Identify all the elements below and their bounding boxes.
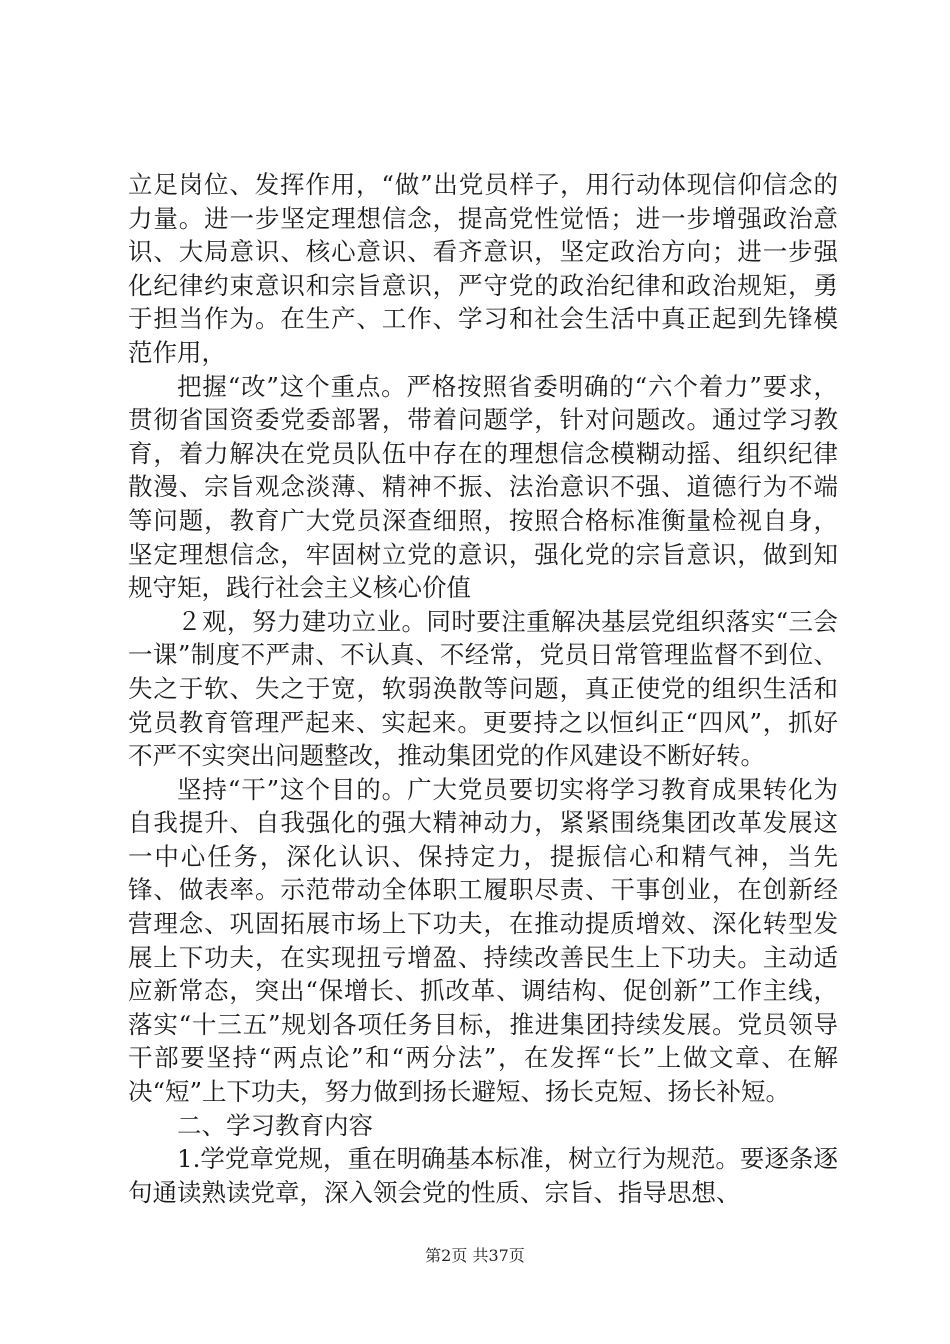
page-number-footer: 第2页 共37页 — [425, 1246, 525, 1265]
document-body — [128, 168, 838, 1209]
paragraph-4: 坚持“干”这个目的。广大党员要切实将学习教育成果转化为自我提升、自我强化的强大精神动力，紧紧围绕集团改革发展这一中心任务，深化认识、保持定力，提振信心和精气神，当先锋、做表率。示范带动全体职工履职尽责、干事创业，在创新经营理念、巩固拓展市场上下功夫，在推动提质增效、深化转型发展上下功夫，在实现扭亏增盈、持续改善民生上下功夫。主动适应新常态，突出“保增长、抓改革、调结构、促创新”工作主线，落实“十三五”规划各项任务目标，推进集团持续发展。党员领导干部要坚持“两点论”和“两分法”，在发挥“长”上做文章、在解决“短”上下功夫，努力做到扬长避短、扬长克短、扬长补短。 — [128, 774, 838, 1107]
paragraph-2: 把握“改”这个重点。严格按照省委明确的“六个着力”要求，贯彻省国资委党委部署，带着问题学，针对问题改。通过学习教育，着力解决在党员队伍中存在的理想信念模糊动摇、组织纪律散漫、宗旨观念淡薄、精神不振、法治意识不强、道德行为不端等问题，教育广大党员深查细照，按照合格标准衡量检视自身，坚定理想信念，牢固树立党的意识，强化党的宗旨意识，做到知规守矩，践行社会主义核心价值 — [128, 371, 838, 603]
paragraph-5: 1.学党章党规，重在明确基本标准，树立行为规范。要逐条逐句通读熟读党章，深入领会党的性质、宗旨、指导思想、 — [128, 1144, 838, 1207]
paragraph-1: 立足岗位、发挥作用，“做”出党员样子，用行动体现信仰信念的力量。进一步坚定理想信念，提高党性觉悟；进一步增强政治意识、大局意识、核心意识、看齐意识，坚定政治方向；进一步强化纪律约束意识和宗旨意识，严守党的政治纪律和政治规矩，勇于担当作为。在生产、工作、学习和社会生活中真正起到先锋模范作用， — [128, 170, 838, 367]
paragraph-3: ２观，努力建功立业。同时要注重解决基层党组织落实“三会一课”制度不严肃、不认真、不经常，党员日常管理监督不到位、失之于软、失之于宽，软弱涣散等问题，真正使党的组织生活和党员教育管理严起来、实起来。更要持之以恒纠正“四风”，抓好不严不实突出问题整改，推动集团党的作风建设不断好转。 — [128, 606, 838, 771]
section-heading: 二、学习教育内容 — [177, 1110, 373, 1140]
